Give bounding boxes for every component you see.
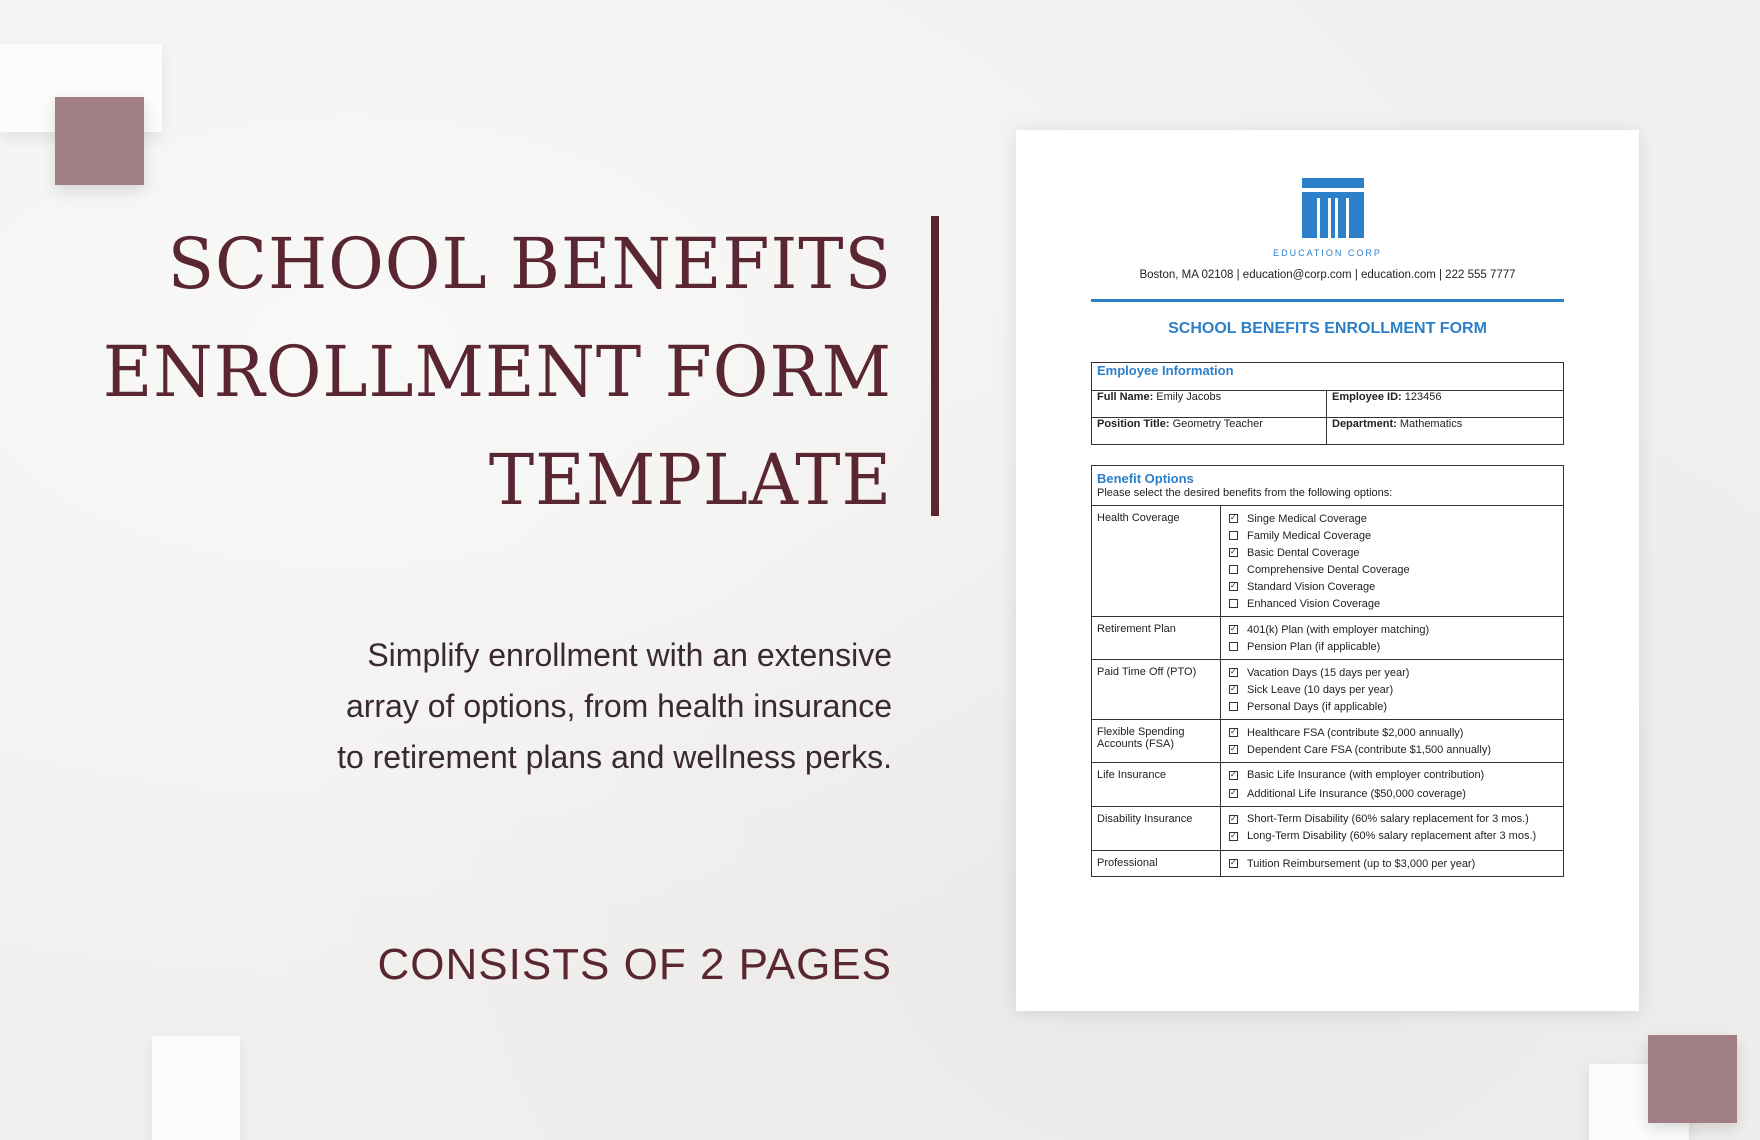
- benefit-option[interactable]: [1247, 829, 1558, 845]
- benefit-option-label: Vacation Days (15 days per year): [1247, 667, 1410, 679]
- description-line: array of options, from health insurance: [345, 688, 892, 724]
- benefit-option-label: Enhanced Vision Coverage: [1247, 598, 1381, 610]
- benefit-option-label: 401(k) Plan (with employer matching): [1247, 624, 1430, 636]
- benefit-options-list: [1221, 506, 1564, 617]
- benefit-option[interactable]: [1247, 562, 1558, 579]
- benefit-category: Paid Time Off (PTO): [1092, 660, 1221, 720]
- company-contact: Boston, MA 02108 | education@corp.com | education.com | 222 555 7777: [1139, 269, 1516, 281]
- benefit-option-label: Long-Term Disability (60% salary replacement after 3 mos.): [1247, 830, 1537, 842]
- benefit-row: [1092, 850, 1564, 876]
- benefit-option-label: Sick Leave (10 days per year): [1247, 684, 1394, 696]
- benefit-instruction: Please select the desired benefits from the following options:: [1097, 487, 1393, 499]
- position-value: Geometry Teacher: [1172, 418, 1263, 430]
- checked-checkbox-icon[interactable]: [1229, 625, 1238, 634]
- checked-checkbox-icon[interactable]: [1229, 815, 1238, 824]
- benefit-option[interactable]: [1247, 622, 1558, 639]
- benefit-options-list: [1221, 617, 1564, 660]
- benefit-options-table: [1091, 465, 1564, 877]
- benefit-option[interactable]: [1247, 682, 1558, 699]
- benefit-option[interactable]: [1247, 856, 1558, 873]
- pages-note: CONSISTS OF 2 PAGES: [377, 940, 892, 989]
- employee-id-value: 123456: [1404, 391, 1442, 403]
- full-name-value: Emily Jacobs: [1156, 391, 1222, 403]
- benefit-row: [1092, 763, 1564, 807]
- benefit-category: Health Coverage: [1092, 506, 1221, 617]
- decor-square-bottom-right-maroon: [1648, 1035, 1737, 1123]
- benefit-row: [1092, 806, 1564, 850]
- benefit-option-label: Standard Vision Coverage: [1247, 581, 1376, 593]
- unchecked-checkbox-icon[interactable]: [1229, 565, 1238, 574]
- department-cell: Department: Mathematics: [1327, 418, 1564, 445]
- checked-checkbox-icon[interactable]: [1229, 859, 1238, 868]
- checked-checkbox-icon[interactable]: [1229, 771, 1238, 780]
- checked-checkbox-icon[interactable]: [1229, 514, 1238, 523]
- benefit-option-label: Pension Plan (if applicable): [1247, 641, 1381, 653]
- benefit-option[interactable]: [1247, 579, 1558, 596]
- benefit-options-list: [1221, 850, 1564, 876]
- benefit-row: [1092, 720, 1564, 763]
- benefit-option[interactable]: [1247, 812, 1558, 828]
- checked-checkbox-icon[interactable]: [1229, 728, 1238, 737]
- benefit-option-label: Family Medical Coverage: [1247, 530, 1372, 542]
- position-cell: Position Title: Geometry Teacher: [1092, 418, 1327, 445]
- benefit-option[interactable]: [1247, 725, 1558, 742]
- benefit-option[interactable]: [1247, 786, 1558, 803]
- benefit-row: [1092, 660, 1564, 720]
- checked-checkbox-icon[interactable]: [1229, 548, 1238, 557]
- promo-description: [172, 630, 892, 783]
- benefit-option-label: Basic Life Insurance (with employer contribution): [1247, 769, 1485, 781]
- benefit-category: Professional: [1092, 850, 1221, 876]
- benefit-category: Life Insurance: [1092, 763, 1221, 807]
- department-value: Mathematics: [1399, 418, 1463, 430]
- benefit-option-label: Singe Medical Coverage: [1247, 513, 1367, 525]
- benefit-option-label: Healthcare FSA (contribute $2,000 annually): [1247, 727, 1464, 739]
- promo-title-line: SCHOOL BENEFITS: [167, 223, 892, 305]
- checked-checkbox-icon[interactable]: [1229, 668, 1238, 677]
- benefit-option-label: Additional Life Insurance ($50,000 coverage): [1247, 787, 1466, 800]
- form-title: SCHOOL BENEFITS ENROLLMENT FORM: [1168, 320, 1487, 337]
- benefit-option[interactable]: [1247, 742, 1558, 759]
- benefit-row: [1092, 617, 1564, 660]
- checked-checkbox-icon[interactable]: [1229, 582, 1238, 591]
- employee-info-table: [1091, 362, 1564, 445]
- employee-info-heading: Employee Information: [1092, 363, 1564, 391]
- benefit-option[interactable]: [1247, 511, 1558, 528]
- benefit-category: Retirement Plan: [1092, 617, 1221, 660]
- benefit-options-list: [1221, 720, 1564, 763]
- decor-square-bottom-left-white: [152, 1036, 240, 1140]
- decor-square-top-left-maroon: [55, 97, 144, 185]
- benefit-options-list: [1221, 660, 1564, 720]
- unchecked-checkbox-icon[interactable]: [1229, 702, 1238, 711]
- benefit-option-label: Basic Dental Coverage: [1247, 547, 1360, 559]
- benefit-row: [1092, 506, 1564, 617]
- company-name: EDUCATION CORP: [1273, 248, 1382, 258]
- benefit-category: Flexible Spending Accounts (FSA): [1092, 720, 1221, 763]
- unchecked-checkbox-icon[interactable]: [1229, 642, 1238, 651]
- promo-title-line: TEMPLATE: [488, 439, 892, 521]
- benefit-option-label: Tuition Reimbursement (up to $3,000 per year): [1247, 857, 1476, 870]
- benefit-option[interactable]: [1247, 699, 1558, 716]
- benefit-option[interactable]: [1247, 768, 1558, 784]
- benefit-option-label: Short-Term Disability (60% salary replacement for 3 mos.): [1247, 812, 1529, 825]
- unchecked-checkbox-icon[interactable]: [1229, 599, 1238, 608]
- promo-title: [19, 210, 892, 534]
- description-line: Simplify enrollment with an extensive: [367, 637, 892, 673]
- checked-checkbox-icon[interactable]: [1229, 789, 1238, 798]
- benefit-option[interactable]: [1247, 545, 1558, 562]
- unchecked-checkbox-icon[interactable]: [1229, 531, 1238, 540]
- benefit-option-label: Dependent Care FSA (contribute $1,500 annually): [1247, 744, 1491, 756]
- checked-checkbox-icon[interactable]: [1229, 745, 1238, 754]
- document-preview: [1016, 130, 1639, 1011]
- benefit-option[interactable]: [1247, 596, 1558, 613]
- benefit-options-list: [1221, 763, 1564, 807]
- promo-title-line: ENROLLMENT FORM: [102, 331, 893, 413]
- full-name-cell: Full Name: Emily Jacobs: [1092, 391, 1327, 418]
- benefit-option[interactable]: [1247, 665, 1558, 682]
- title-accent-bar: [931, 216, 939, 516]
- benefit-option[interactable]: [1247, 639, 1558, 656]
- columns-building-icon: [1302, 178, 1364, 238]
- header-divider: [1091, 299, 1564, 302]
- checked-checkbox-icon[interactable]: [1229, 832, 1238, 841]
- benefit-option-label: Personal Days (if applicable): [1247, 701, 1388, 713]
- description-line: to retirement plans and wellness perks.: [337, 739, 892, 775]
- benefit-option[interactable]: [1247, 528, 1558, 545]
- benefit-options-list: [1221, 806, 1564, 850]
- checked-checkbox-icon[interactable]: [1229, 685, 1238, 694]
- benefit-option-label: Comprehensive Dental Coverage: [1247, 564, 1410, 576]
- benefit-category: Disability Insurance: [1092, 806, 1221, 850]
- benefit-options-header: Benefit Options Please select the desired benefits from the following options:: [1092, 466, 1564, 506]
- employee-id-cell: Employee ID: 123456: [1327, 391, 1564, 418]
